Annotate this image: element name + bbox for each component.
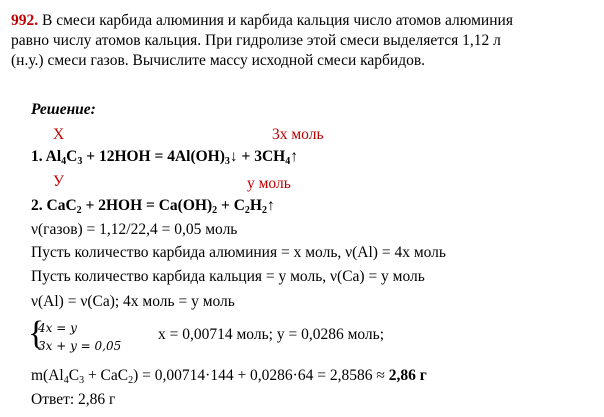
mass-subscript: 4 xyxy=(63,375,69,386)
problem-number: 992. xyxy=(11,12,39,29)
reaction-1-part: ↑ xyxy=(290,148,298,165)
system-result: х = 0,00714 моль; у = 0,0286 моль; xyxy=(158,326,385,343)
reaction-2-part: H xyxy=(249,197,262,214)
reaction-2-subscript: 2 xyxy=(261,205,267,216)
reaction-2-part: + 2HOH = Ca(OH) xyxy=(81,197,213,214)
mass-part: ) = 0,00714·144 + 0,0286·64 = 2,8586 ≈ xyxy=(133,367,389,384)
equality-line: ν(Al) = ν(Ca); 4х моль = у моль xyxy=(31,293,235,310)
mass-line xyxy=(31,367,427,385)
reaction-1-part: + 12HOH = 4Al(OH) xyxy=(82,148,225,165)
annotation-x: X xyxy=(53,126,65,143)
reaction-1-part: 1. Al xyxy=(31,148,62,165)
reaction-1-subscript: 3 xyxy=(77,156,83,167)
reaction-1-subscript: 4 xyxy=(61,156,67,167)
annotation-3x-mol: 3x моль xyxy=(272,126,324,143)
gas-amount-line: ν(газов) = 1,12/22,4 = 0,05 моль xyxy=(31,221,238,238)
solution-heading: Решение: xyxy=(31,101,96,118)
reaction-2-part: ↑ xyxy=(266,197,275,214)
reaction-1-part: C xyxy=(66,148,78,165)
reaction-2-part: + C xyxy=(217,197,245,214)
answer-line: Ответ: 2,86 г xyxy=(31,391,116,408)
mass-result: 2,86 г xyxy=(388,367,427,384)
reaction-2-subscript: 2 xyxy=(76,205,82,216)
system-brace: { xyxy=(28,315,45,352)
mass-part: C xyxy=(68,367,80,384)
mass-part: m(Al xyxy=(31,367,64,384)
problem-text-1: В смеси карбида алюминия и карбида кальция число атомов алюминия xyxy=(42,12,513,29)
reaction-2 xyxy=(31,197,275,215)
reaction-1 xyxy=(31,148,298,166)
reaction-2-subscript: 2 xyxy=(212,205,218,216)
problem-line-2: равно числу атомов кальция. При гидролизе этой смеси выделяется 1,12 л xyxy=(11,32,501,49)
mass-subscript: 2 xyxy=(128,375,134,386)
mass-part: + CaC xyxy=(84,367,129,384)
reaction-2-part: 2. CaC xyxy=(31,197,77,214)
problem-line-1 xyxy=(11,12,513,30)
reaction-1-subscript: 3 xyxy=(224,156,230,167)
system-equation-1: 4x = y xyxy=(38,321,77,335)
problem-line-3: (н.у.) смеси газов. Вычислите массу исходной смеси карбидов. xyxy=(11,52,426,69)
calcium-carbide-line: Пусть количество карбида кальция = у моль, ν(Са) = у моль xyxy=(31,268,425,285)
annotation-y: У xyxy=(53,173,64,190)
aluminium-carbide-line: Пусть количество карбида алюминия = х моль, ν(Al) = 4х моль xyxy=(31,244,446,261)
system-equation-2: 3x + y = 0,05 xyxy=(38,339,122,353)
annotation-y-mol: у моль xyxy=(247,175,291,192)
reaction-2-subscript: 2 xyxy=(244,205,250,216)
reaction-1-part: ↓ + 3CH xyxy=(229,148,286,165)
mass-subscript: 3 xyxy=(79,375,85,386)
reaction-1-subscript: 4 xyxy=(285,156,291,167)
